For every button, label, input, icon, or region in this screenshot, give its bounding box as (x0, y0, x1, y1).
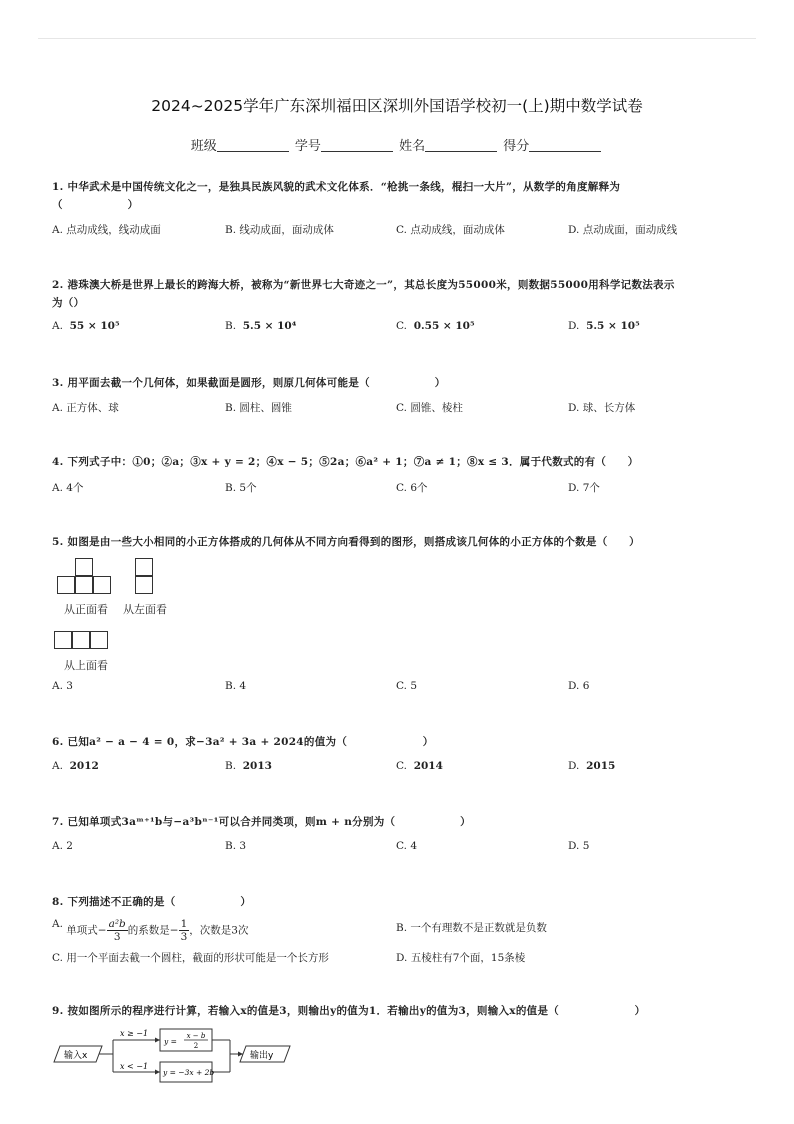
arrow-head (155, 1070, 160, 1075)
question-9-stem: 9. 按如图所示的程序进行计算，若输入x的值是3，则输出y的值为1．若输出y的值为3，则输入x的值是（ ） (52, 1005, 646, 1017)
option-value: 5.5 × 10⁵ (586, 320, 640, 332)
option-a[interactable] (52, 320, 120, 332)
score-label: 得分 (503, 139, 530, 154)
question-8-stem: 8. 下列描述不正确的是（ ） (52, 896, 252, 908)
formula-1-lhs: y = (164, 1037, 177, 1046)
option-c[interactable]: C. 4 (396, 840, 418, 852)
option-value: 2013 (242, 760, 272, 772)
option-label: D. (568, 320, 580, 332)
option-c[interactable]: C. 用一个平面去截一个圆柱，截面的形状可能是一个长方形 (52, 952, 329, 964)
option-a[interactable] (52, 760, 99, 772)
question-7 (52, 813, 742, 831)
denominator: 3 (113, 931, 121, 943)
option-c[interactable]: C. 圆锥、棱柱 (396, 402, 463, 414)
denominator: 3 (180, 931, 188, 943)
question-4-options (52, 480, 742, 498)
question-8-options-row2 (52, 950, 742, 968)
option-b[interactable]: B. 圆柱、圆锥 (225, 402, 292, 414)
option-a[interactable]: A. 3 (52, 680, 73, 692)
output-label: 输出y (250, 1051, 274, 1061)
option-value: 2015 (586, 760, 616, 772)
option-b[interactable] (225, 320, 296, 332)
page-title: 2024~2025学年广东深圳福田区深圳外国语学校初一(上)期中数学试卷 (151, 97, 643, 115)
question-5-options (52, 680, 742, 698)
option-d[interactable]: D. 5 (568, 840, 590, 852)
formula-1-denominator: 2 (193, 1042, 199, 1050)
view-square (135, 558, 153, 576)
option-b[interactable] (225, 760, 272, 772)
question-3 (52, 374, 742, 392)
question-1-options (52, 222, 742, 240)
option-label: D. (568, 760, 580, 772)
question-7-stem: 7. 已知单项式3aᵐ⁺¹b与−a³bⁿ⁻¹可以合并同类项，则m + n分别为（ ） (52, 816, 471, 828)
option-d[interactable]: D. 球、长方体 (568, 402, 636, 414)
view-square (57, 576, 75, 594)
question-5 (52, 533, 742, 551)
view-square (75, 576, 93, 594)
left-view-caption: 从左面看 (123, 603, 167, 616)
question-2-stem-cont: 为（） (52, 297, 85, 309)
option-value: 2014 (413, 760, 443, 772)
student-info-line (0, 135, 794, 154)
option-value: 55 × 10⁵ (69, 320, 120, 332)
question-6 (52, 733, 742, 751)
program-flowchart (50, 1024, 300, 1088)
option-value: 2012 (69, 760, 99, 772)
option-label: C. (396, 760, 407, 772)
question-1 (52, 178, 742, 214)
option-label: A. (52, 918, 63, 930)
condition-1: x ≥ −1 (120, 1029, 149, 1038)
top-view-caption: 从上面看 (64, 659, 108, 672)
question-2-stem: 2. 港珠澳大桥是世界上最长的跨海大桥，被称为“新世界七大奇迹之一”，其总长度为55000米，则数据55000用科学记数法表示 (52, 279, 675, 291)
option-d[interactable]: D. 6 (568, 680, 590, 692)
option-a[interactable] (52, 918, 248, 943)
question-6-stem: 6. 已知a² − a − 4 = 0，求−3a² + 3a + 2024的值为（ ） (52, 736, 434, 748)
view-square (135, 576, 153, 594)
option-label: C. (396, 320, 407, 332)
view-square (75, 558, 93, 576)
formula-2: y = −3x + 2b (163, 1068, 215, 1077)
name-blank (425, 139, 497, 152)
option-label: A. (52, 760, 63, 772)
option-a-text-3: ，次数是3次 (189, 924, 249, 937)
question-8-options-row1 (52, 918, 742, 948)
arrow-head (155, 1038, 160, 1043)
option-b[interactable]: B. 线动成面，面动成体 (225, 224, 334, 236)
front-view-caption: 从正面看 (64, 603, 108, 616)
input-label: 输入x (64, 1051, 88, 1061)
question-5-stem: 5. 如图是由一些大小相同的小正方体搭成的几何体从不同方向看得到的图形，则搭成该几何体的小正方体的个数是（ ） (52, 536, 640, 548)
option-c[interactable] (396, 320, 475, 332)
question-1-stem: 1. 中华武术是中国传统文化之一，是独具民族风貌的武术文化体系．“枪挑一条线，棍扫一大片”，从数学的角度解释为 (52, 181, 621, 193)
option-value: 5.5 × 10⁴ (242, 320, 297, 332)
option-a[interactable]: A. 2 (52, 840, 73, 852)
option-c[interactable]: C. 6个 (396, 482, 428, 494)
option-value: 0.55 × 10⁵ (413, 320, 475, 332)
option-c[interactable] (396, 760, 443, 772)
question-3-options (52, 400, 742, 418)
option-a-text-1: 单项式− (66, 924, 107, 937)
option-a[interactable]: A. 正方体、球 (52, 402, 119, 414)
view-square (54, 631, 72, 649)
question-8 (52, 893, 742, 911)
option-label: B. (225, 760, 237, 772)
question-2 (52, 276, 742, 312)
question-1-paren: （ ） (52, 199, 139, 211)
option-b[interactable]: B. 4 (225, 680, 247, 692)
option-a[interactable]: A. 点动成线，线动成面 (52, 224, 161, 236)
option-c[interactable]: C. 点动成线，面动成体 (396, 224, 505, 236)
question-4 (52, 453, 742, 471)
fraction (179, 918, 190, 943)
condition-2: x < −1 (120, 1062, 149, 1071)
option-d[interactable] (568, 760, 615, 772)
class-label: 班级 (190, 139, 217, 154)
view-square (93, 576, 111, 594)
option-b[interactable]: B. 5个 (225, 482, 257, 494)
option-d[interactable]: D. 五棱柱有7个面，15条棱 (396, 952, 526, 964)
question-9 (52, 1002, 742, 1020)
numerator: 1 (180, 918, 188, 930)
option-b[interactable]: B. 一个有理数不是正数就是负数 (396, 922, 547, 934)
formula-1-numerator: x − b (186, 1032, 206, 1040)
option-b[interactable]: B. 3 (225, 840, 247, 852)
option-a[interactable]: A. 4个 (52, 482, 84, 494)
fraction (107, 918, 128, 943)
option-label: B. (225, 320, 237, 332)
question-6-options (52, 760, 742, 778)
numerator: a²b (108, 918, 126, 930)
top-rule (38, 38, 756, 39)
view-square (72, 631, 90, 649)
option-label: A. (52, 320, 63, 332)
question-7-options (52, 840, 742, 858)
view-square (90, 631, 108, 649)
question-3-stem: 3. 用平面去截一个几何体，如果截面是圆形，则原几何体可能是（ ） (52, 377, 446, 389)
option-d[interactable] (568, 320, 640, 332)
name-label: 姓名 (399, 139, 426, 154)
option-a-text-2: 的系数是− (127, 924, 179, 937)
option-c[interactable]: C. 5 (396, 680, 418, 692)
option-d[interactable]: D. 点动成面，面动成线 (568, 224, 678, 236)
question-4-stem: 4. 下列式子中：①0；②a；③x + y = 2；④x − 5；⑤2a；⑥a² + 1；⑦a ≠ 1；⑧x ≤ 3．属于代数式的有（ ） (52, 456, 639, 468)
number-blank (321, 139, 393, 152)
score-blank (529, 139, 601, 152)
class-blank (217, 139, 289, 152)
option-d[interactable]: D. 7个 (568, 482, 600, 494)
question-2-options (52, 320, 742, 338)
number-label: 学号 (294, 139, 321, 154)
